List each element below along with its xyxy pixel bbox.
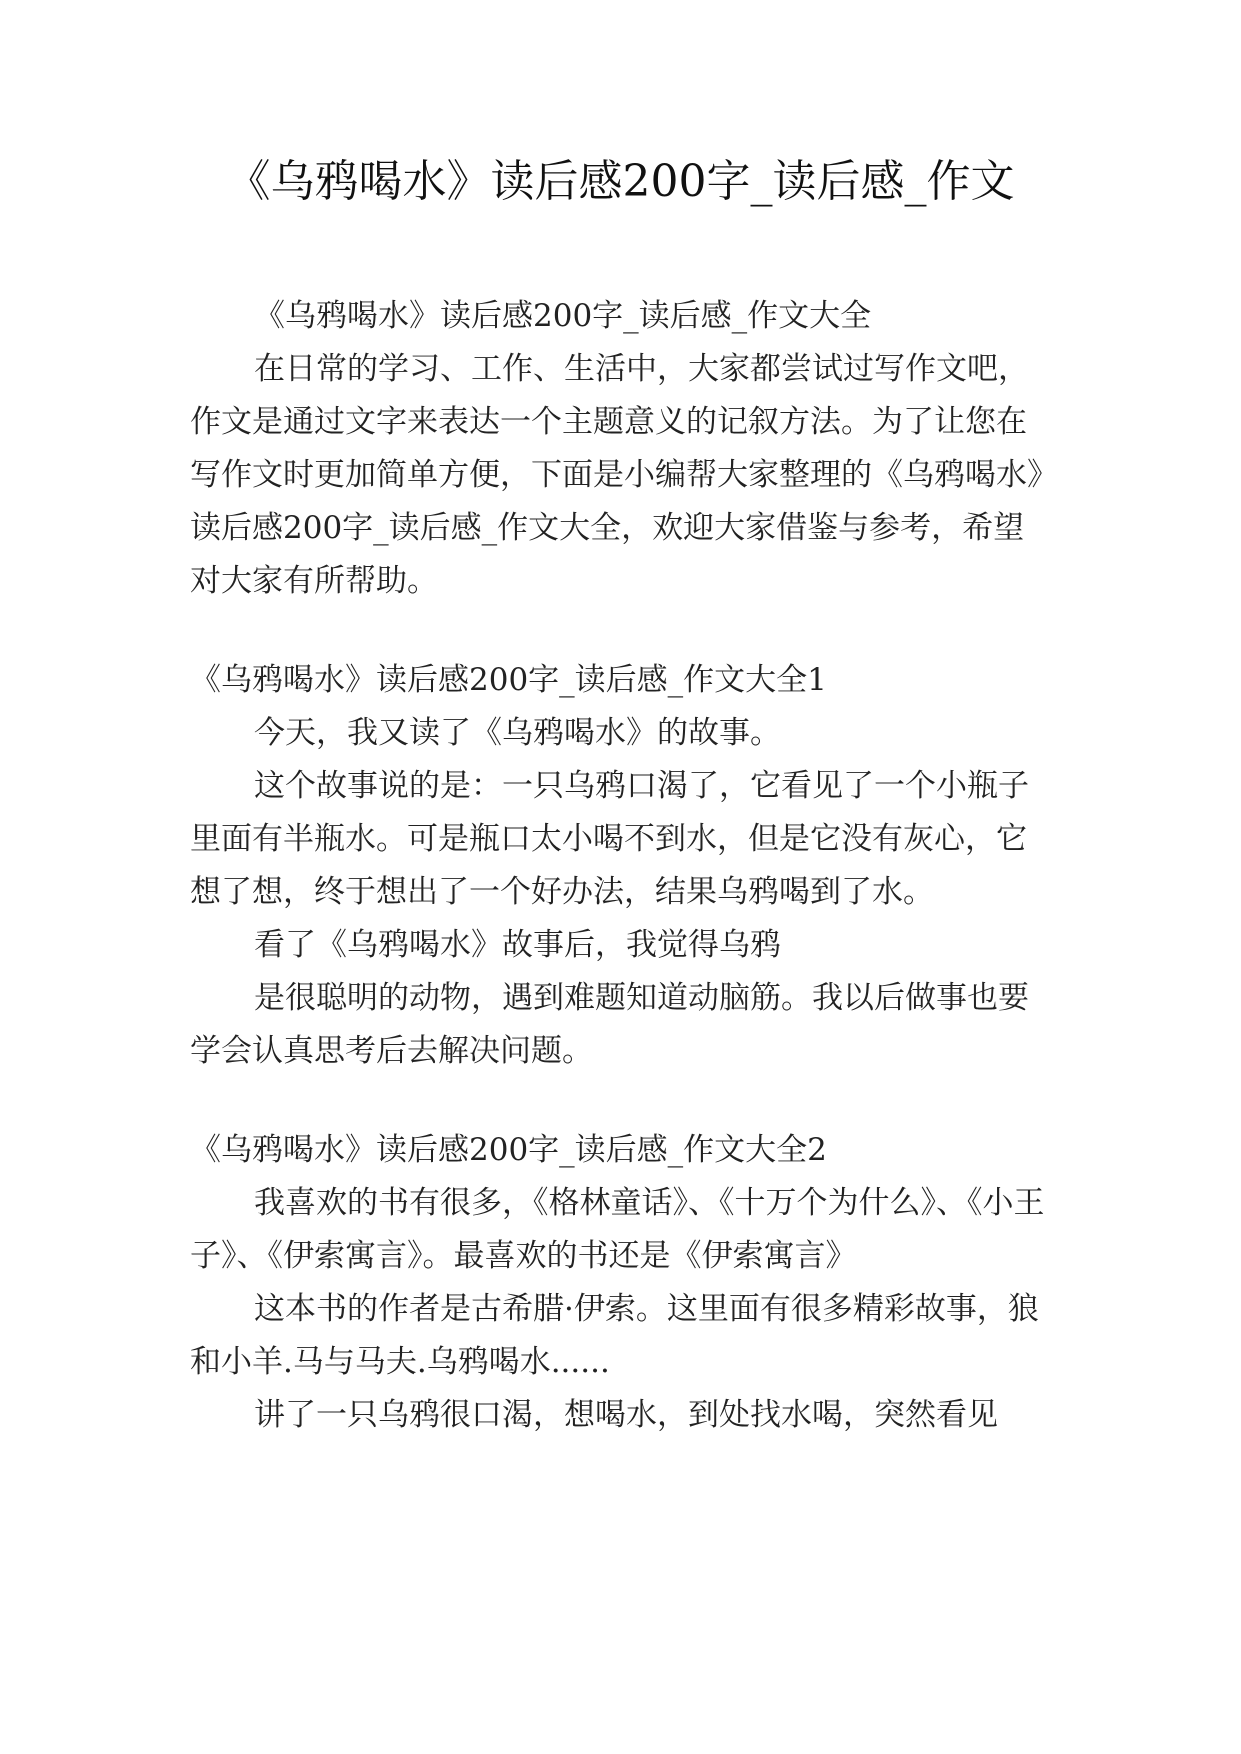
intro-paragraph: 在日常的学习、工作、生活中，大家都尝试过写作文吧，作文是通过文字来表达一个主题意义的记叙方法。为了让您在写作文时更加简单方便，下面是小编帮大家整理的《乌鸦喝水》读后感200字_读后感_作文大全，欢迎大家借鉴与参考，希望对大家有所帮助。 (190, 351, 1043, 599)
section-1-paragraph: 看了《乌鸦喝水》故事后，我觉得乌鸦 (254, 927, 781, 963)
section-1-heading: 《乌鸦喝水》读后感200字_读后感_作文大全1 (190, 662, 827, 698)
section-1-paragraph: 这个故事说的是：一只乌鸦口渴了，它看见了一个小瓶子里面有半瓶水。可是瓶口太小喝不到水，但是它没有灰心，它想了想，终于想出了一个好办法，结果乌鸦喝到了水。 (190, 768, 1029, 910)
document-title: 《乌鸦喝水》读后感200字_读后感_作文 (226, 156, 1015, 207)
section-2-paragraph: 讲了一只乌鸦很口渴，想喝水，到处找水喝，突然看见 (254, 1397, 998, 1433)
section-1-paragraph: 今天，我又读了《乌鸦喝水》的故事。 (254, 715, 781, 751)
section-2-heading: 《乌鸦喝水》读后感200字_读后感_作文大全2 (190, 1132, 827, 1168)
section-2-paragraph: 这本书的作者是古希腊·伊索。这里面有很多精彩故事，狼和小羊.马与马夫.乌鸦喝水...... (190, 1291, 1039, 1380)
document-body (190, 290, 1050, 1442)
section-1-paragraph: 是很聪明的动物，遇到难题知道动脑筋。我以后做事也要学会认真思考后去解决问题。 (190, 980, 1029, 1069)
section-2-paragraph: 我喜欢的书有很多，《格林童话》、《十万个为什么》、《小王子》、《伊索寓言》。最喜欢的书还是《伊索寓言》 (190, 1185, 1045, 1274)
intro-heading: 《乌鸦喝水》读后感200字_读后感_作文大全 (254, 298, 872, 334)
